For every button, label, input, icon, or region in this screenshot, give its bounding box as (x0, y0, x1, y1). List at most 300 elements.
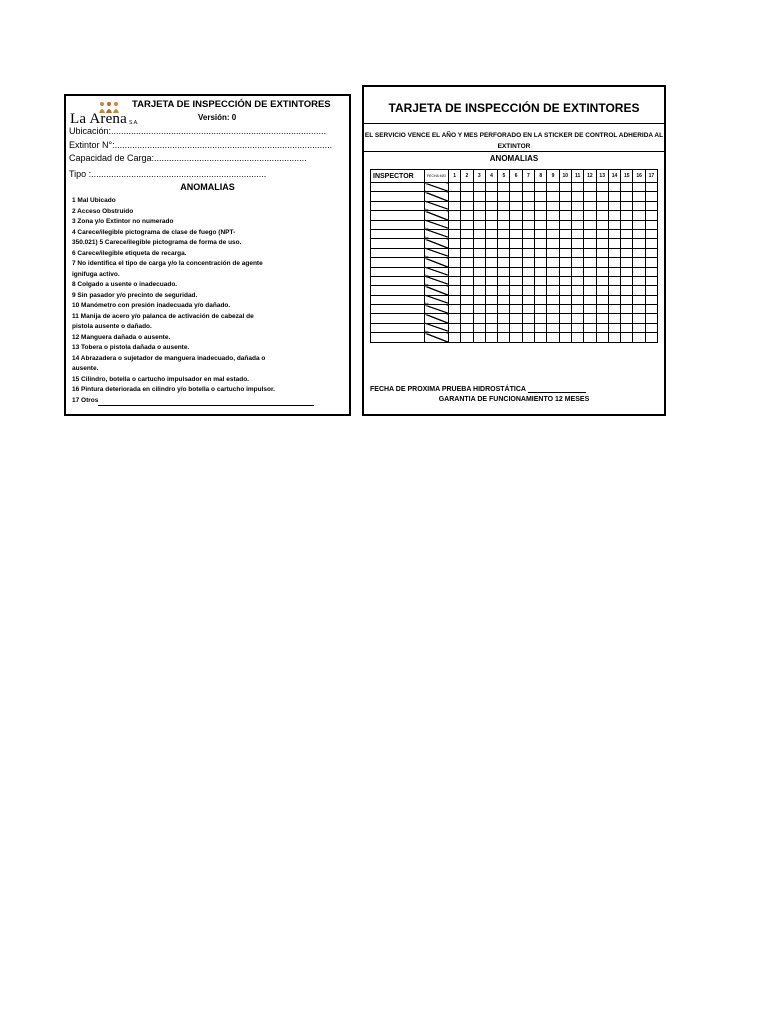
anomaly-check-cell (510, 276, 522, 285)
hidrostatica-label: FECHA DE PROXIMA PRUEBA HIDROSTÁTICA (370, 386, 526, 393)
anomalia-item: pistola ausente o dañado. (72, 323, 152, 330)
anomaly-check-cell (449, 305, 461, 314)
anomaly-check-cell (547, 333, 559, 342)
table-row (371, 248, 658, 257)
anomaly-check-cell (645, 248, 657, 257)
anomaly-check-cell (608, 248, 620, 257)
anomaly-check-cell (559, 201, 571, 210)
anomaly-check-cell (498, 239, 510, 248)
anomaly-check-cell (485, 276, 497, 285)
anomaly-check-cell (584, 286, 596, 295)
anomaly-check-cell (461, 286, 473, 295)
anomaly-check-cell (633, 201, 645, 210)
la-arena-logo (70, 101, 139, 127)
anomaly-check-cell (473, 239, 485, 248)
column-header-10: 10 (559, 170, 571, 183)
anomaly-check-cell (645, 192, 657, 201)
anomaly-check-cell (498, 333, 510, 342)
anomaly-check-cell (498, 276, 510, 285)
anomaly-check-cell (621, 239, 633, 248)
anomaly-check-cell (498, 305, 510, 314)
anomaly-check-cell (596, 258, 608, 267)
anomaly-check-cell (522, 248, 534, 257)
anomaly-check-cell (633, 333, 645, 342)
inspection-card-back (362, 85, 666, 416)
anomaly-check-cell (449, 286, 461, 295)
fecha-cell (425, 192, 449, 201)
anomaly-check-cell (645, 323, 657, 332)
anomaly-check-cell (510, 323, 522, 332)
anomaly-check-cell (522, 267, 534, 276)
anomaly-check-cell (621, 276, 633, 285)
anomaly-check-cell (596, 295, 608, 304)
inspector-cell (371, 239, 425, 248)
anomaly-check-cell (461, 276, 473, 285)
anomaly-check-cell (596, 192, 608, 201)
fecha-cell (425, 220, 449, 229)
anomaly-check-cell (559, 286, 571, 295)
inspector-cell (371, 229, 425, 238)
anomaly-check-cell (608, 333, 620, 342)
anomaly-check-cell (535, 192, 547, 201)
anomaly-check-cell (510, 211, 522, 220)
anomaly-check-cell (645, 267, 657, 276)
anomaly-check-cell (621, 201, 633, 210)
anomaly-check-cell (547, 211, 559, 220)
anomaly-check-cell (608, 239, 620, 248)
inspector-cell (371, 333, 425, 342)
anomaly-check-cell (559, 295, 571, 304)
anomaly-check-cell (584, 295, 596, 304)
fecha-cell (425, 211, 449, 220)
anomaly-check-cell (498, 295, 510, 304)
anomaly-check-cell (535, 314, 547, 323)
table-row (371, 183, 658, 192)
anomaly-check-cell (584, 220, 596, 229)
anomaly-check-cell (485, 314, 497, 323)
anomalia-otros-item (72, 396, 332, 407)
anomaly-check-cell (596, 286, 608, 295)
anomaly-check-cell (596, 267, 608, 276)
anomaly-check-cell (535, 201, 547, 210)
anomaly-check-cell (571, 192, 583, 201)
table-row (371, 211, 658, 220)
anomaly-check-cell (449, 295, 461, 304)
anomaly-check-cell (608, 201, 620, 210)
anomalias-heading: ANOMALIAS (180, 182, 235, 192)
anomaly-check-cell (473, 220, 485, 229)
anomaly-check-cell (449, 276, 461, 285)
anomaly-check-cell (522, 201, 534, 210)
anomaly-check-cell (510, 286, 522, 295)
anomaly-check-cell (571, 220, 583, 229)
anomaly-check-cell (547, 267, 559, 276)
anomaly-check-cell (535, 258, 547, 267)
anomaly-check-cell (596, 183, 608, 192)
anomaly-check-cell (510, 305, 522, 314)
logo-text: La Arena (70, 111, 127, 127)
anomaly-check-cell (633, 258, 645, 267)
anomaly-check-cell (596, 211, 608, 220)
anomaly-check-cell (485, 201, 497, 210)
anomaly-check-cell (596, 276, 608, 285)
anomaly-check-cell (633, 305, 645, 314)
anomaly-check-cell (645, 286, 657, 295)
anomaly-check-cell (596, 201, 608, 210)
anomaly-check-cell (473, 229, 485, 238)
anomaly-check-cell (498, 286, 510, 295)
fecha-cell (425, 295, 449, 304)
anomaly-check-cell (547, 248, 559, 257)
column-header-12: 12 (584, 170, 596, 183)
anomaly-check-cell (571, 276, 583, 285)
anomaly-check-cell (498, 258, 510, 267)
anomaly-check-cell (449, 239, 461, 248)
anomaly-check-cell (473, 192, 485, 201)
anomaly-check-cell (547, 314, 559, 323)
anomaly-check-cell (559, 239, 571, 248)
anomaly-check-cell (461, 211, 473, 220)
anomaly-check-cell (449, 192, 461, 201)
anomaly-check-cell (485, 305, 497, 314)
column-header-7: 7 (522, 170, 534, 183)
table-header-row (371, 170, 658, 183)
anomaly-check-cell (449, 258, 461, 267)
anomaly-check-cell (608, 211, 620, 220)
anomaly-check-cell (461, 333, 473, 342)
anomaly-check-cell (645, 295, 657, 304)
column-header-16: 16 (633, 170, 645, 183)
anomaly-check-cell (608, 295, 620, 304)
anomaly-check-cell (645, 258, 657, 267)
table-row (371, 267, 658, 276)
fecha-cell (425, 248, 449, 257)
anomaly-check-cell (621, 267, 633, 276)
version-label: Versión: 0 (198, 113, 237, 122)
anomaly-check-cell (535, 276, 547, 285)
anomaly-check-cell (621, 211, 633, 220)
anomaly-check-cell (584, 258, 596, 267)
anomaly-check-cell (633, 276, 645, 285)
anomalia-item: 4 Carece/ilegible pictograma de clase de fuego (NPT- (72, 228, 236, 236)
anomaly-check-cell (449, 248, 461, 257)
card-title: TARJETA DE INSPECCIÓN DE EXTINTORES (132, 99, 331, 110)
anomalia-item: 3 Zona y/o Extintor no numerado (72, 218, 174, 225)
inspector-cell (371, 220, 425, 229)
table-row (371, 192, 658, 201)
anomaly-check-cell (596, 333, 608, 342)
anomaly-check-cell (633, 211, 645, 220)
anomaly-check-cell (498, 323, 510, 332)
hidrostatica-blank-line (528, 385, 586, 393)
anomaly-check-cell (645, 229, 657, 238)
anomalia-item: 15 Cilindro, botella o cartucho impulsador en mal estado. (72, 375, 249, 383)
anomaly-check-cell (510, 220, 522, 229)
tipo-field: Tipo :...................................................................... (69, 169, 267, 179)
table-row (371, 239, 658, 248)
anomaly-check-cell (559, 276, 571, 285)
anomaly-check-cell (547, 323, 559, 332)
anomaly-check-cell (498, 267, 510, 276)
table-row (371, 305, 658, 314)
anomaly-check-cell (571, 323, 583, 332)
column-header-9: 9 (547, 170, 559, 183)
anomaly-check-cell (461, 267, 473, 276)
anomaly-check-cell (461, 258, 473, 267)
anomaly-check-cell (559, 305, 571, 314)
anomaly-check-cell (596, 239, 608, 248)
service-expiry-note: EL SERVICIO VENCE EL AÑO Y MES PERFORADO EN LA STICKER DE CONTROL ADHERIDA AL EXTINTOR (364, 132, 664, 150)
anomaly-check-cell (535, 248, 547, 257)
anomaly-check-cell (522, 276, 534, 285)
anomaly-check-cell (449, 323, 461, 332)
anomaly-check-cell (547, 239, 559, 248)
inspector-cell (371, 201, 425, 210)
anomaly-check-cell (485, 192, 497, 201)
column-header-6: 6 (510, 170, 522, 183)
anomaly-check-cell (645, 239, 657, 248)
anomaly-check-cell (498, 201, 510, 210)
anomaly-check-cell (498, 314, 510, 323)
anomaly-check-cell (510, 295, 522, 304)
fecha-header: FECHA M/D (425, 170, 449, 183)
anomaly-check-cell (621, 305, 633, 314)
anomaly-check-cell (559, 333, 571, 342)
anomaly-check-cell (559, 220, 571, 229)
anomaly-check-cell (633, 220, 645, 229)
inspector-cell (371, 323, 425, 332)
anomaly-check-cell (633, 295, 645, 304)
table-row (371, 323, 658, 332)
anomaly-check-cell (559, 229, 571, 238)
anomaly-check-cell (645, 276, 657, 285)
anomaly-check-cell (584, 239, 596, 248)
table-row (371, 201, 658, 210)
table-row (371, 229, 658, 238)
anomaly-check-cell (584, 323, 596, 332)
anomaly-check-cell (559, 258, 571, 267)
anomalias-heading-back: ANOMALIAS (489, 154, 539, 163)
inspector-cell (371, 211, 425, 220)
anomaly-check-cell (461, 192, 473, 201)
anomaly-check-cell (535, 267, 547, 276)
table-row (371, 333, 658, 342)
anomaly-check-cell (571, 211, 583, 220)
anomaly-check-cell (510, 258, 522, 267)
column-header-5: 5 (498, 170, 510, 183)
anomaly-check-cell (608, 192, 620, 201)
anomaly-check-cell (522, 295, 534, 304)
anomaly-check-cell (559, 248, 571, 257)
fecha-cell (425, 201, 449, 210)
anomalia-item: 8 Colgado a usente o inadecuado. (72, 281, 178, 288)
anomalia-item: 9 Sin pasador y/o precinto de seguridad. (72, 291, 198, 299)
anomaly-check-cell (633, 183, 645, 192)
anomaly-check-cell (571, 229, 583, 238)
anomaly-check-cell (485, 295, 497, 304)
fecha-cell (425, 267, 449, 276)
anomaly-check-cell (473, 286, 485, 295)
anomaly-check-cell (522, 323, 534, 332)
extintor-number-field: Extintor N°:....................................................................................... (69, 140, 333, 150)
anomaly-check-cell (571, 295, 583, 304)
fecha-cell (425, 286, 449, 295)
anomaly-check-cell (621, 295, 633, 304)
anomaly-check-cell (621, 333, 633, 342)
anomaly-check-cell (584, 276, 596, 285)
anomaly-check-cell (547, 305, 559, 314)
anomaly-check-cell (461, 314, 473, 323)
anomaly-check-cell (571, 201, 583, 210)
anomaly-check-cell (584, 248, 596, 257)
anomaly-check-cell (461, 295, 473, 304)
anomalia-item: 14 Abrazadera o sujetador de manguera inadecuado, dañada o (72, 354, 266, 362)
anomaly-check-cell (633, 239, 645, 248)
anomaly-check-cell (522, 220, 534, 229)
anomalia-item: 6 Carece/ilegible etiqueta de recarga. (72, 249, 187, 257)
anomalia-item: 16 Pintura deteriorada en cilindro y/o botella o cartucho impulsor. (72, 386, 275, 393)
anomaly-check-cell (449, 333, 461, 342)
anomaly-check-cell (522, 211, 534, 220)
anomaly-check-cell (584, 267, 596, 276)
anomaly-check-cell (596, 248, 608, 257)
inspector-cell (371, 258, 425, 267)
anomaly-check-cell (473, 333, 485, 342)
inspector-cell (371, 305, 425, 314)
anomaly-check-cell (584, 183, 596, 192)
fecha-cell (425, 239, 449, 248)
anomaly-check-cell (522, 333, 534, 342)
anomaly-check-cell (535, 295, 547, 304)
anomalia-item: ausente. (72, 365, 99, 372)
anomaly-check-cell (621, 229, 633, 238)
anomaly-check-cell (608, 183, 620, 192)
note-divider (364, 151, 664, 152)
anomaly-check-cell (473, 323, 485, 332)
anomaly-check-cell (498, 192, 510, 201)
anomaly-check-cell (559, 267, 571, 276)
anomaly-check-cell (461, 239, 473, 248)
anomaly-check-cell (633, 267, 645, 276)
anomaly-check-cell (485, 333, 497, 342)
title-divider (364, 123, 664, 124)
anomaly-check-cell (510, 192, 522, 201)
anomalia-item: 11 Manija de acero y/o palanca de activación de cabezal de (72, 312, 254, 320)
column-header-15: 15 (621, 170, 633, 183)
otros-label: 17 Otros (72, 396, 99, 404)
capacidad-carga-field: Capacidad de Carga:............................................................. (69, 153, 307, 163)
column-header-4: 4 (485, 170, 497, 183)
anomaly-check-cell (571, 248, 583, 257)
anomaly-check-cell (584, 333, 596, 342)
anomaly-check-cell (485, 229, 497, 238)
anomaly-check-cell (645, 211, 657, 220)
anomaly-check-cell (485, 323, 497, 332)
anomaly-check-cell (522, 183, 534, 192)
anomaly-check-cell (571, 314, 583, 323)
anomaly-check-cell (473, 201, 485, 210)
anomaly-check-cell (571, 183, 583, 192)
anomaly-check-cell (559, 323, 571, 332)
anomaly-check-cell (608, 267, 620, 276)
anomaly-check-cell (522, 286, 534, 295)
anomaly-check-cell (485, 220, 497, 229)
anomalia-item: 7 No identifica el tipo de carga y/o la concentración de agente (72, 260, 263, 267)
anomaly-check-cell (473, 211, 485, 220)
anomaly-check-cell (645, 305, 657, 314)
anomaly-check-cell (571, 239, 583, 248)
anomaly-check-cell (559, 183, 571, 192)
anomaly-check-cell (473, 183, 485, 192)
anomalia-item: 1 Mal Ubicado (72, 197, 116, 204)
inspector-cell (371, 192, 425, 201)
anomaly-check-cell (535, 211, 547, 220)
inspector-cell (371, 295, 425, 304)
anomalia-item: 12 Manguera dañada o ausente. (72, 333, 171, 341)
anomaly-check-cell (510, 314, 522, 323)
anomalia-item: 10 Manómetro con presión inadecuada y/o dañado. (72, 302, 231, 309)
anomaly-check-cell (584, 192, 596, 201)
anomaly-check-cell (510, 183, 522, 192)
anomaly-check-cell (621, 248, 633, 257)
anomaly-check-cell (473, 267, 485, 276)
table-row (371, 258, 658, 267)
anomaly-check-cell (485, 248, 497, 257)
anomaly-check-cell (571, 305, 583, 314)
anomaly-check-cell (473, 295, 485, 304)
anomaly-check-cell (449, 183, 461, 192)
anomaly-check-cell (498, 248, 510, 257)
anomaly-check-cell (485, 286, 497, 295)
anomaly-check-cell (449, 201, 461, 210)
anomaly-check-cell (584, 314, 596, 323)
anomaly-check-cell (547, 295, 559, 304)
anomaly-check-cell (461, 229, 473, 238)
anomaly-check-cell (645, 333, 657, 342)
anomaly-check-cell (535, 286, 547, 295)
anomaly-check-cell (584, 201, 596, 210)
fecha-cell (425, 333, 449, 342)
anomaly-check-cell (522, 192, 534, 201)
column-header-14: 14 (608, 170, 620, 183)
anomaly-check-cell (608, 314, 620, 323)
anomaly-check-cell (645, 183, 657, 192)
anomaly-check-cell (535, 333, 547, 342)
anomaly-check-cell (461, 201, 473, 210)
anomaly-check-cell (510, 267, 522, 276)
inspection-log-table (370, 169, 658, 343)
column-header-8: 8 (535, 170, 547, 183)
column-header-11: 11 (571, 170, 583, 183)
table-row (371, 295, 658, 304)
anomaly-check-cell (547, 192, 559, 201)
logo-suffix: S.A. (129, 120, 139, 126)
anomaly-check-cell (559, 192, 571, 201)
anomaly-check-cell (473, 314, 485, 323)
anomaly-check-cell (559, 211, 571, 220)
anomaly-check-cell (522, 239, 534, 248)
column-header-2: 2 (461, 170, 473, 183)
otros-blank-line (98, 398, 314, 406)
anomaly-check-cell (522, 305, 534, 314)
anomaly-check-cell (621, 183, 633, 192)
anomaly-check-cell (485, 267, 497, 276)
anomaly-check-cell (633, 314, 645, 323)
anomaly-check-cell (535, 183, 547, 192)
anomaly-check-cell (584, 211, 596, 220)
anomaly-check-cell (645, 314, 657, 323)
anomaly-check-cell (461, 220, 473, 229)
